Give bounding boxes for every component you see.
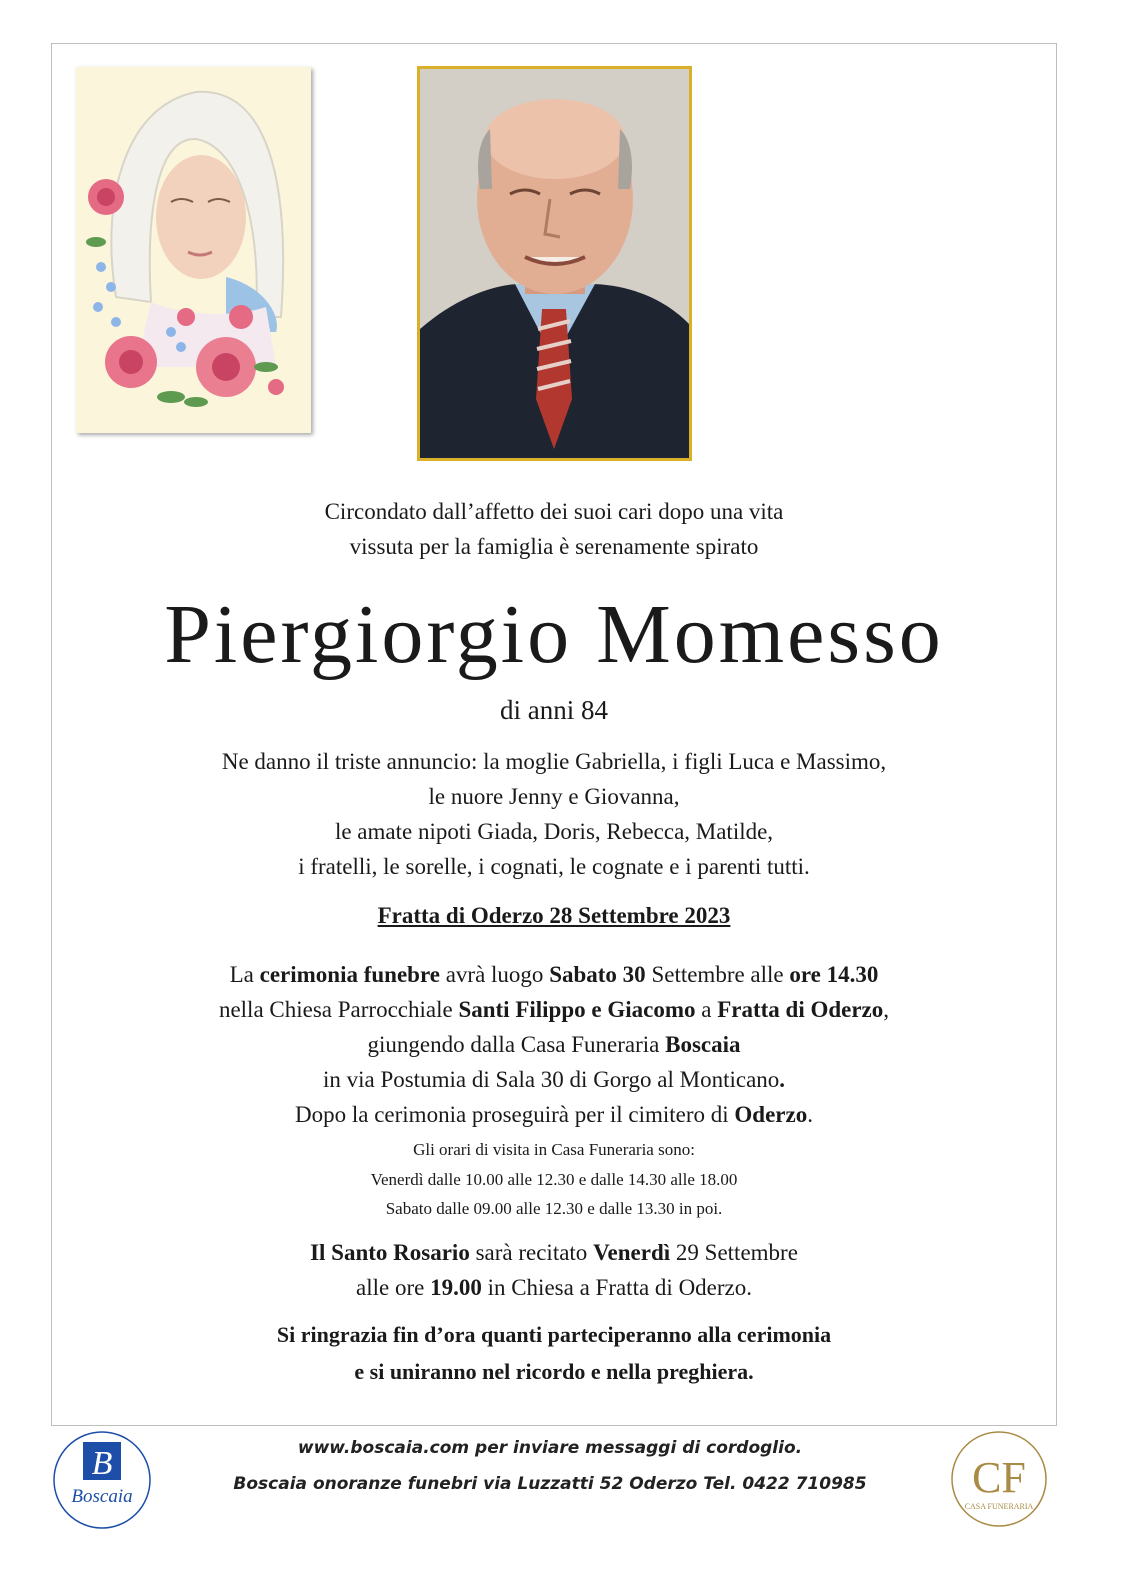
rosary-time: 19.00 [430,1275,482,1300]
ceremony-line-5 [51,1097,1057,1132]
thanks-message [51,1316,1057,1390]
ceremony-text: Dopo la cerimonia proseguirà per il cimitero di [295,1102,735,1127]
family-line-4: i fratelli, le sorelle, i cognati, le cognate e i parenti tutti. [298,854,810,879]
rosary-details [51,1235,1057,1305]
place-date: Fratta di Oderzo 28 Settembre 2023 [377,903,731,928]
ceremony-text: in via Postumia di Sala 30 di Gorgo al Monticano [322,1067,780,1092]
ceremony-text: avrà luogo [439,962,550,987]
intro-line-2: vissuta per la famiglia è serenamente spirato [349,534,759,559]
footer-address: Boscaia onoranze funebri via Luzzatti 52 Oderzo Tel. 0422 710985 [233,1474,867,1494]
visiting-hours [51,1135,1057,1224]
intro-line-1: Circondato dall’affetto dei suoi cari dopo una vita [324,499,784,524]
cemetery-name: Oderzo [734,1102,808,1127]
casa-funeraria-logo [950,1430,1048,1528]
family-line-1: Ne danno il triste annuncio: la moglie Gabriella, i figli Luca e Massimo, [221,749,887,774]
ceremony-text: . [807,1102,813,1127]
rosary-day: Venerdì [593,1240,671,1265]
intro-text [51,494,1057,564]
deceased-age: di anni 84 [500,695,608,725]
ceremony-time: ore 14.30 [789,962,879,987]
thanks-line-2: e si uniranno nel ricordo e nella preghiera. [354,1359,754,1384]
family-line-2: le nuore Jenny e Giovanna, [428,784,680,809]
boscaia-logo-letter: B [91,1445,113,1482]
ceremony-text-bold: . [779,1067,786,1092]
visits-line-1: Gli orari di visita in Casa Funeraria sono: [413,1140,695,1159]
boscaia-logo [52,1430,152,1530]
portrait-image [417,66,692,461]
rosary-text: 29 Settembre [670,1240,798,1265]
ceremony-text: nella Chiesa Parrocchiale [218,997,459,1022]
rosary-title: Il Santo Rosario [310,1240,470,1265]
ceremony-text: a [695,997,718,1022]
ceremony-text: Settembre alle [645,962,790,987]
visits-line-2: Venerdì dalle 10.00 alle 12.30 e dalle 14.30 alle 18.00 [370,1169,738,1189]
ceremony-text: La [229,962,260,987]
casa-funeraria-text: CASA FUNERARIA [964,1502,1034,1511]
family-announcement [51,744,1057,884]
ceremony-line-4 [51,1062,1057,1097]
family-line-3: le amate nipoti Giada, Doris, Rebecca, Matilde, [334,819,774,844]
madonna-image [76,67,311,433]
ceremony-text-bold: cerimonia funebre [259,962,440,987]
thanks-line-1: Si ringrazia fin d’ora quanti parteciperanno alla cerimonia [276,1322,832,1347]
ceremony-text: giungendo dalla Casa Funeraria [367,1032,666,1057]
boscaia-logo-name: Boscaia [71,1486,133,1507]
rosary-text: in Chiesa a Fratta di Oderzo. [481,1275,752,1300]
rosary-text: alle ore [356,1275,431,1300]
ceremony-place: Fratta di Oderzo [717,997,884,1022]
rosary-line-1 [51,1235,1057,1270]
funeral-home-name: Boscaia [665,1032,741,1057]
ceremony-day: Sabato 30 [549,962,646,987]
rosary-line-2 [51,1270,1057,1305]
visits-line-3: Sabato dalle 09.00 alle 12.30 e dalle 13.30 in poi. [385,1199,723,1218]
rosary-text: sarà recitato [469,1240,594,1265]
deceased-name: Piergiorgio Momesso [164,588,944,681]
footer-website: www.boscaia.com per inviare messaggi di cordoglio. [297,1438,803,1458]
ceremony-line-3 [51,1027,1057,1062]
ceremony-details [51,957,1057,1132]
church-name: Santi Filippo e Giacomo [458,997,696,1022]
ceremony-line-2 [51,992,1057,1027]
casa-funeraria-monogram: CF [972,1453,1026,1502]
ceremony-text: , [883,997,890,1022]
ceremony-line-1 [51,957,1057,992]
